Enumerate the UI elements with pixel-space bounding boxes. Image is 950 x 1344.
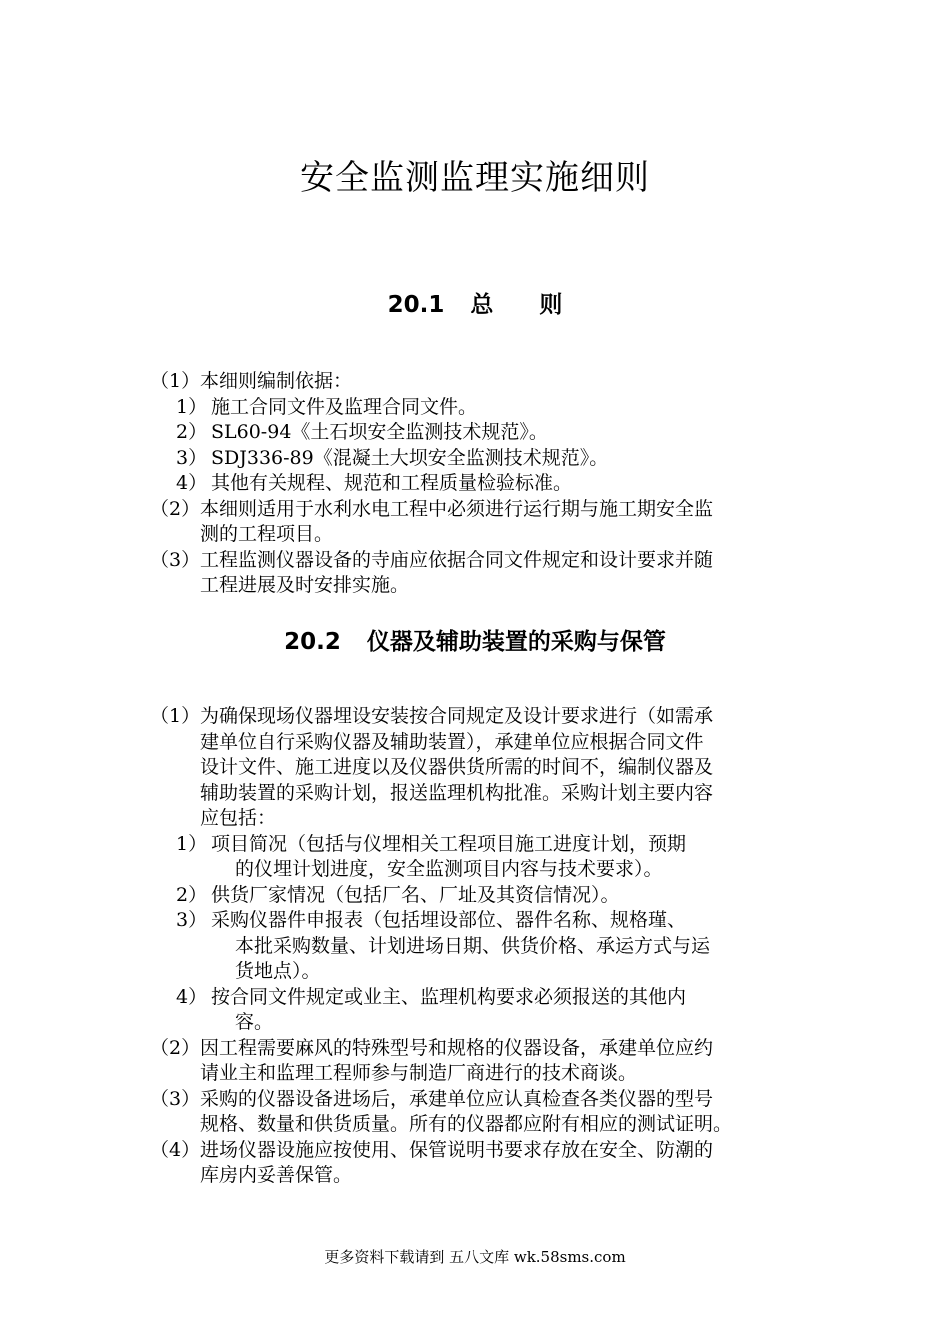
text-line — [150, 704, 830, 730]
section-number: 20.2 — [284, 629, 341, 655]
section-heading-20-1 — [0, 286, 950, 319]
item-marker: （2） — [150, 1036, 201, 1059]
item-text: 进场仪器设施应按使用、保管说明书要求存放在安全、防潮的 — [200, 1138, 714, 1161]
text-line — [150, 1112, 830, 1138]
section-body-20-2 — [150, 704, 830, 1189]
item-marker: （3） — [150, 548, 201, 571]
item-text: 本细则编制依据： — [200, 370, 353, 392]
text-line — [150, 471, 830, 497]
subitem-text: 施工合同文件及监理合同文件。 — [211, 395, 478, 418]
document-title: 安全监测监理实施细则 — [300, 158, 650, 198]
section-number: 20.1 — [387, 292, 445, 318]
continuation-text: 测的工程项目。 — [200, 523, 334, 545]
text-line — [150, 1061, 830, 1087]
item-marker: （1） — [150, 370, 201, 392]
text-line — [150, 1010, 830, 1036]
text-line — [150, 857, 830, 883]
text-line — [150, 781, 830, 807]
continuation-text: 规格、数量和供货质量。所有的仪器都应附有相应的测试证明。 — [200, 1113, 733, 1135]
text-line — [150, 1138, 830, 1164]
text-line — [150, 1087, 830, 1113]
continuation-text: 辅助装置的采购计划，报送监理机构批准。采购计划主要内容 — [200, 781, 714, 804]
continuation-text: 的仪埋计划进度，安全监测项目内容与技术要求）。 — [235, 858, 663, 880]
item-text: 因工程需要麻风的特殊型号和规格的仪器设备，承建单位应约 — [200, 1036, 714, 1059]
text-line — [150, 369, 830, 395]
item-marker: （1） — [150, 705, 201, 727]
section-title: 仪器及辅助装置的采购与保管 — [366, 629, 666, 655]
text-line — [150, 395, 830, 421]
continuation-text: 库房内妥善保管。 — [200, 1164, 353, 1186]
item-text: 本细则适用于水利水电工程中必须进行运行期与施工期安全监 — [200, 497, 714, 520]
text-line — [150, 832, 830, 858]
text-line — [150, 1163, 830, 1189]
item-text: 采购的仪器设备进场后，承建单位应认真检查各类仪器的型号 — [200, 1087, 714, 1110]
text-line — [150, 522, 830, 548]
text-line — [150, 446, 830, 472]
text-line — [150, 497, 830, 523]
text-line — [150, 806, 830, 832]
continuation-text: 工程进展及时安排实施。 — [200, 574, 410, 596]
subitem-marker: 3） — [176, 909, 208, 931]
section-heading-20-2 — [0, 623, 950, 656]
item-marker: （2） — [150, 497, 201, 520]
continuation-text: 建单位自行采购仪器及辅助装置），承建单位应根据合同文件 — [200, 730, 704, 753]
continuation-text: 容。 — [235, 1011, 274, 1033]
continuation-text: 本批采购数量、计划进场日期、供货价格、承运方式与运 — [235, 934, 711, 957]
subitem-marker: 1） — [176, 832, 208, 855]
continuation-text: 应包括： — [200, 807, 277, 829]
footer-text: 更多资料下载请到 五八文库 wk.58sms.com — [324, 1248, 626, 1266]
text-line — [150, 548, 830, 574]
subitem-text: 其他有关规程、规范和工程质量检验标准。 — [211, 472, 573, 494]
text-line — [150, 420, 830, 446]
subitem-text: 采购仪器件申报表（包括埋设部位、器件名称、规格瑾、 — [211, 909, 687, 931]
item-text: 为确保现场仪器埋设安装按合同规定及设计要求进行（如需承 — [200, 705, 714, 727]
subitem-marker: 2） — [176, 883, 208, 906]
text-line — [150, 1036, 830, 1062]
continuation-text: 请业主和监理工程师参与制造厂商进行的技术商谈。 — [200, 1062, 638, 1084]
text-line — [150, 959, 830, 985]
text-line — [150, 934, 830, 960]
subitem-marker: 3） — [176, 446, 208, 469]
text-line — [150, 985, 830, 1011]
subitem-text: SL60-94《土石坝安全监测技术规范》。 — [211, 421, 548, 443]
text-line — [150, 755, 830, 781]
item-marker: （4） — [150, 1138, 201, 1161]
continuation-text: 设计文件、施工进度以及仪器供货所需的时间不，编制仪器及 — [200, 756, 714, 778]
subitem-marker: 2） — [176, 421, 208, 443]
subitem-marker: 1） — [176, 395, 208, 418]
section-title: 总则 — [470, 292, 609, 318]
subitem-text: 供货厂家情况（包括厂名、厂址及其资信情况）。 — [211, 883, 620, 906]
text-line — [150, 730, 830, 756]
text-line — [150, 883, 830, 909]
text-line — [150, 573, 830, 599]
item-marker: （3） — [150, 1087, 201, 1110]
subitem-marker: 4） — [176, 985, 208, 1008]
subitem-text: SDJ336-89《混凝土大坝安全监测技术规范》。 — [211, 446, 609, 469]
item-text: 工程监测仪器设备的寺庙应依据合同文件规定和设计要求并随 — [200, 548, 714, 571]
text-line — [150, 908, 830, 934]
continuation-text: 货地点）。 — [235, 960, 321, 982]
subitem-marker: 4） — [176, 472, 208, 494]
subitem-text: 项目简况（包括与仪埋相关工程项目施工进度计划，预期 — [211, 832, 687, 855]
section-body-20-1 — [150, 369, 830, 599]
subitem-text: 按合同文件规定或业主、监理机构要求必须报送的其他内 — [211, 985, 687, 1008]
